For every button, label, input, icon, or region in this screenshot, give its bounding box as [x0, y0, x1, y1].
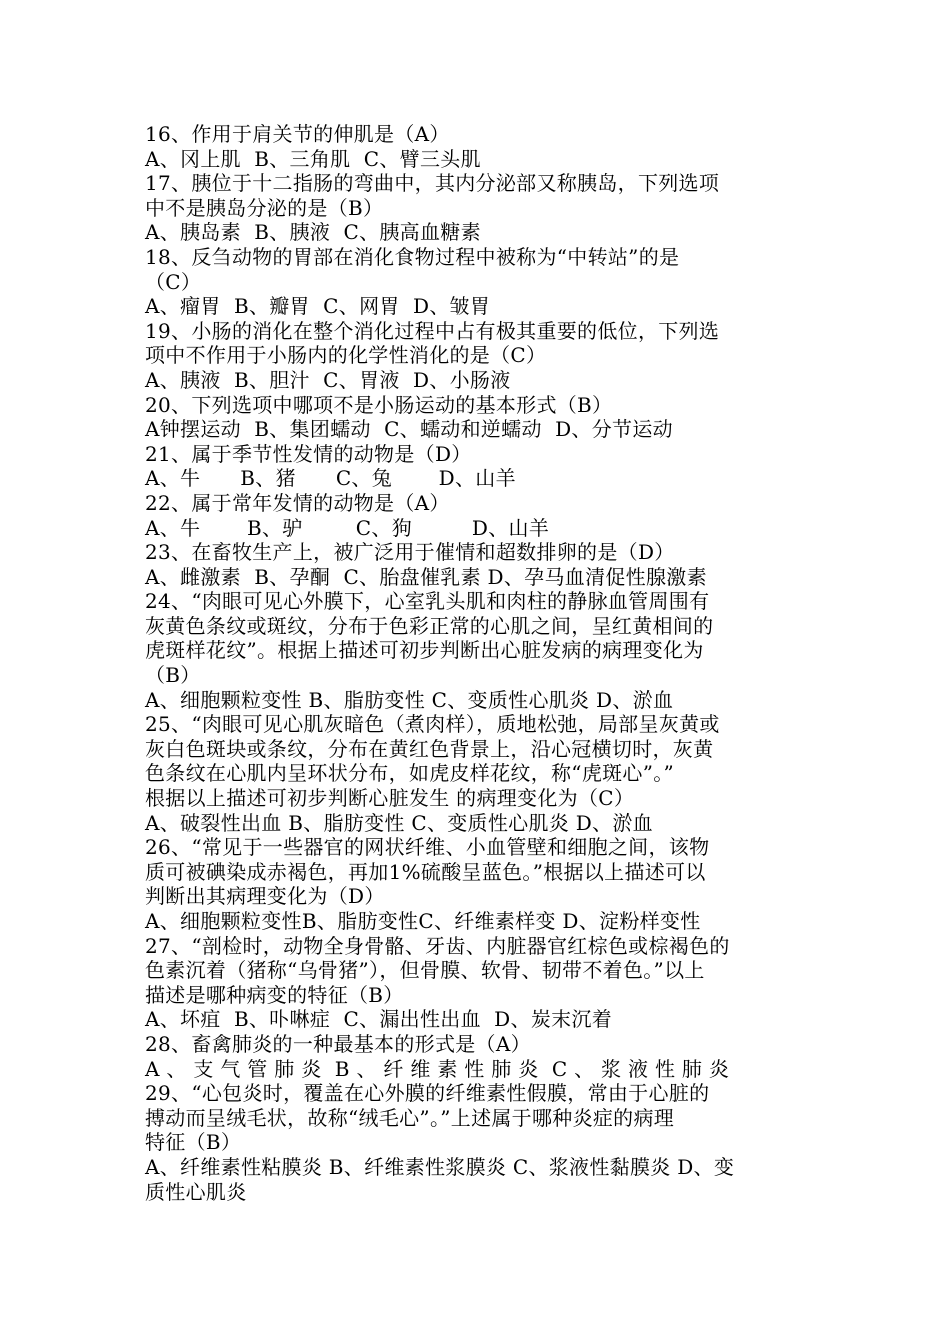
text-line: A、牛 B、猪 C、兔 D、山羊	[145, 466, 516, 491]
text-line: A、雌激素 B、孕酮 C、胎盘催乳素 D、孕马血清促性腺激素	[145, 564, 707, 589]
text-line: 根据以上描述可初步判断心脏发生 的病理变化为（C）	[145, 786, 635, 811]
text-line: 26、“常见于一些器官的网状纤维、小血管壁和细胞之间，该物	[145, 835, 710, 860]
text-line: A、破裂性出血 B、脂肪变性 C、变质性心肌炎 D、淤血	[145, 810, 653, 835]
text-line: 20、下列选项中哪项不是小肠运动的基本形式（B）	[145, 392, 613, 417]
text-line: A、胰岛素 B、胰液 C、胰高血糖素	[145, 220, 481, 245]
text-line: A、瘤胃 B、瓣胃 C、网胃 D、皱胃	[145, 294, 491, 319]
text-line: 23、在畜牧生产上，被广泛用于催情和超数排卵的是（D）	[145, 540, 675, 565]
text-line: A、冈上肌 B、三角肌 C、臂三头肌	[145, 146, 481, 171]
text-line: 判断出其病理变化为（D）	[145, 884, 385, 909]
text-line: A钟摆运动 B、集团蠕动 C、蠕动和逆蠕动 D、分节运动	[145, 417, 673, 442]
text-line: 质性心肌炎	[145, 1179, 247, 1204]
text-line: 搏动而呈绒毛状，故称“绒毛心”。”上述属于哪种炎症的病理	[145, 1105, 675, 1130]
text-line: 灰白色斑块或条纹，分布在黄红色背景上，沿心冠横切时，灰黄	[145, 736, 714, 761]
text-line: 特征（B）	[145, 1130, 242, 1155]
text-line: A、牛 B、驴 C、狗 D、山羊	[145, 515, 550, 540]
text-line: 24、“肉眼可见心外膜下，心室乳头肌和肉柱的静脉血管周围有	[145, 589, 710, 614]
text-line: 质可被碘染成赤褐色，再加1%硫酸呈蓝色。”根据以上描述可以	[145, 859, 706, 884]
question-text-block	[145, 122, 810, 1204]
text-line: 中不是胰岛分泌的是（B）	[145, 195, 384, 220]
text-line: 27、“剖检时，动物全身骨骼、牙齿、内脏器官红棕色或棕褐色的	[145, 933, 730, 958]
text-line: A、胰液 B、胆汁 C、胃液 D、小肠液	[145, 367, 511, 392]
text-line: 28、畜禽肺炎的一种最基本的形式是（A）	[145, 1031, 531, 1056]
text-line: 22、属于常年发情的动物是（A）	[145, 490, 450, 515]
text-line: 色条纹在心肌内呈环状分布，如虎皮样花纹，称“虎斑心”。”	[145, 761, 675, 786]
text-line: A、细胞颗粒变性B、脂肪变性C、纤维素样变 D、淀粉样变性	[145, 909, 701, 933]
text-line: （C）	[145, 269, 202, 294]
text-line: 虎斑样花纹”。根据上描述可初步判断出心脏发病的病理变化为	[145, 638, 704, 663]
text-line: 色素沉着（猪称“乌骨猪”），但骨膜、软骨、韧带不着色。”以上	[145, 958, 705, 983]
text-line: 18、反刍动物的胃部在消化食物过程中被称为“中转站”的是	[145, 244, 680, 269]
text-line: A、细胞颗粒变性 B、脂肪变性 C、变质性心肌炎 D、淤血	[145, 687, 674, 712]
text-line: （B）	[145, 663, 201, 688]
text-line: A、坏疽 B、卟啉症 C、漏出性出血 D、炭末沉着	[145, 1007, 613, 1032]
text-line: 项中不作用于小肠内的化学性消化的是（C）	[145, 343, 547, 368]
text-line: A 、 支 气 管 肺 炎 B 、 纤 维 素 性 肺 炎 C 、 浆 液 性 肺 炎	[145, 1056, 730, 1081]
text-line: A、纤维素性粘膜炎 B、纤维素性浆膜炎 C、浆液性黏膜炎 D、变	[145, 1154, 735, 1179]
text-line: 21、属于季节性发情的动物是（D）	[145, 441, 472, 466]
text-line: 25、“肉眼可见心肌灰暗色（煮肉样），质地松弛，局部呈灰黄或	[145, 712, 720, 737]
text-line: 29、“心包炎时，覆盖在心外膜的纤维素性假膜，常由于心脏的	[145, 1081, 710, 1106]
text-line: 19、小肠的消化在整个消化过程中占有极其重要的低位，下列选	[145, 318, 720, 343]
text-line: 17、胰位于十二指肠的弯曲中，其内分泌部又称胰岛，下列选项	[145, 171, 720, 196]
text-line: 灰黄色条纹或斑纹，分布于色彩正常的心肌之间，呈红黄相间的	[145, 613, 714, 638]
text-line: 描述是哪种病变的特征（B）	[145, 982, 404, 1007]
text-line: 16、作用于肩关节的伸肌是（A）	[145, 122, 450, 146]
